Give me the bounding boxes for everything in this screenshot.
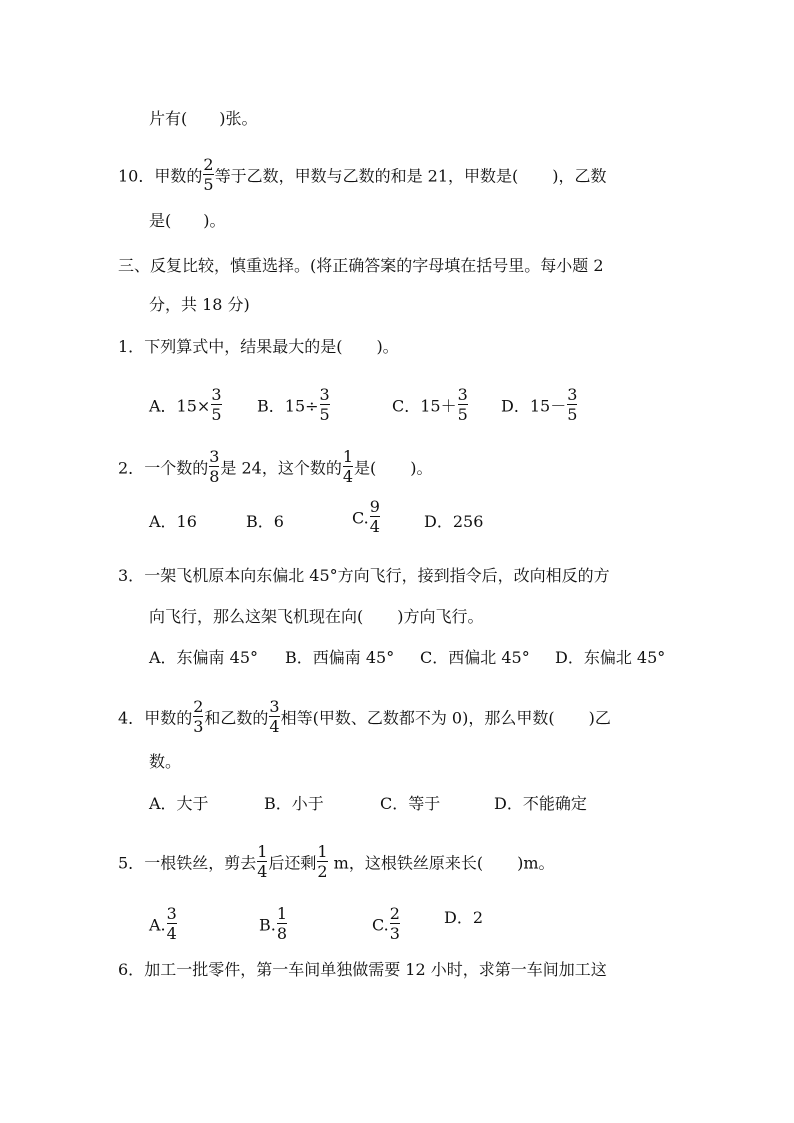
fraction-denominator: 3 [389, 924, 400, 943]
q1-option-c[interactable] [392, 385, 469, 426]
q5-option-a-text: A. [149, 915, 166, 935]
q2-number: 2． [118, 458, 145, 478]
fraction-numerator: 1 [276, 904, 288, 923]
q3-stem-line2 [149, 607, 484, 627]
q10-text-4: 是( [149, 211, 172, 230]
q3-text-1: 一架飞机原本向东偏北 45°方向飞行，接到指令后，改向相反的方 [144, 566, 610, 585]
q10-number: 10． [118, 166, 155, 186]
fraction-denominator: 8 [209, 467, 220, 486]
q1-text-b: )。 [376, 337, 399, 356]
q5-option-a-fraction [167, 905, 177, 943]
q4-stem-line2: 数。 [149, 752, 182, 771]
q3-stem-line1 [118, 566, 610, 586]
q5-option-a[interactable] [149, 904, 178, 945]
q1-text-a: 下列算式中，结果最大的是( [144, 337, 343, 356]
q2-fraction-3-8 [209, 448, 219, 486]
q5-stem [118, 842, 555, 883]
fraction-denominator: 5 [457, 405, 468, 424]
fraction-numerator: 2 [193, 697, 204, 716]
q1-option-a[interactable] [149, 385, 223, 426]
fraction-numerator: 3 [457, 385, 468, 404]
q1-number: 1． [118, 337, 145, 356]
fraction-denominator: 4 [166, 924, 177, 943]
q10-text-5: )。 [203, 211, 226, 230]
q5-fraction-1-2 [317, 843, 327, 881]
fraction-numerator: 3 [567, 385, 578, 404]
q4-option-d[interactable]: D．不能确定 [494, 794, 587, 813]
q1-stem [118, 337, 399, 357]
fraction-denominator: 5 [319, 405, 330, 424]
q2-option-a[interactable]: A．16 [149, 512, 197, 531]
q1-option-b[interactable] [257, 385, 331, 426]
q3-option-a[interactable]: A．东偏南 45° [149, 648, 259, 667]
q5-fraction-1-4 [257, 843, 267, 881]
q9-tail-line [149, 109, 258, 129]
q4-text-4: )乙 [588, 708, 611, 728]
q5-text-1: 一根铁丝，剪去 [144, 853, 257, 873]
q4-option-b[interactable]: B．小于 [264, 794, 324, 813]
q5-text-2: 后还剩 [268, 853, 317, 873]
q10-line1 [118, 155, 607, 196]
q1-option-a-text: A．15× [149, 396, 211, 416]
q2-text-4: )。 [410, 458, 433, 478]
q1-option-d-fraction [567, 386, 577, 424]
q2-text-1: 一个数的 [144, 458, 209, 478]
q5-option-d[interactable]: D．2 [444, 908, 484, 927]
fraction-denominator: 5 [211, 405, 222, 424]
q3-text-2b: )方向飞行。 [397, 607, 484, 626]
q4-number: 4． [118, 708, 145, 728]
q4-text-3: 相等(甲数、乙数都不为 0)，那么甲数( [280, 708, 555, 728]
q10-line2 [149, 211, 226, 231]
q4-text-1: 甲数的 [144, 708, 193, 728]
fraction-denominator: 4 [269, 717, 280, 736]
q2-option-d[interactable]: D．256 [424, 512, 484, 531]
q3-text-2a: 向飞行，那么这架飞机现在向( [149, 607, 364, 626]
q6-text-1: 加工一批零件，第一车间单独做需要 12 小时，求第一车间加工这 [144, 960, 607, 979]
q5-option-c-text: C. [372, 915, 389, 935]
fraction-numerator: 1 [257, 842, 268, 861]
q3-option-d[interactable]: D．东偏北 45° [555, 648, 666, 667]
fraction-numerator: 3 [209, 447, 220, 466]
q5-number: 5． [118, 853, 145, 873]
q6-stem-line1 [118, 960, 607, 980]
q3-option-c[interactable]: C．西偏北 45° [420, 648, 530, 667]
section3-heading-line1: 三、反复比较，慎重选择。(将正确答案的字母填在括号里。每小题 2 [118, 256, 604, 275]
q4-text-2: 和乙数的 [204, 708, 269, 728]
q5-option-c-fraction [390, 905, 400, 943]
q10-text-3: )，乙数 [552, 166, 607, 186]
fraction-numerator: 3 [166, 904, 177, 923]
fraction-denominator: 4 [342, 467, 354, 486]
fraction-numerator: 3 [269, 697, 280, 716]
fraction-denominator: 5 [203, 175, 214, 194]
section3-heading-line2: 分，共 18 分) [149, 295, 250, 314]
q2-fraction-1-4 [343, 448, 353, 486]
fraction-denominator: 4 [257, 862, 268, 881]
q4-option-c[interactable]: C．等于 [380, 794, 441, 813]
q10-text-1: 甲数的 [154, 166, 203, 186]
fraction-numerator: 2 [203, 155, 214, 174]
q6-number: 6． [118, 960, 145, 979]
fraction-denominator: 3 [193, 717, 204, 736]
q2-text-3: 是( [354, 458, 377, 478]
fraction-numerator: 1 [317, 842, 328, 861]
q1-option-b-fraction [320, 386, 330, 424]
fraction-numerator: 3 [319, 385, 330, 404]
q4-option-a[interactable]: A．大于 [149, 794, 209, 813]
q5-text-4: )m。 [517, 853, 555, 873]
q1-option-c-text: C．15＋ [392, 396, 457, 416]
fraction-numerator: 2 [389, 904, 400, 923]
q5-option-b[interactable] [259, 904, 288, 945]
q4-fraction-3-4 [269, 698, 279, 736]
fraction-denominator: 4 [369, 517, 380, 536]
fraction-denominator: 8 [276, 924, 288, 943]
fraction-numerator: 1 [342, 447, 354, 466]
q3-option-b[interactable]: B．西偏南 45° [285, 648, 395, 667]
q3-number: 3． [118, 566, 145, 585]
q2-option-c-text: C. [352, 508, 369, 528]
q1-option-a-fraction [211, 386, 221, 424]
q9-tail-text-b: )张。 [219, 109, 258, 128]
q2-option-c[interactable] [352, 497, 381, 538]
q2-text-2: 是 24，这个数的 [220, 458, 342, 478]
q10-text-2: 等于乙数，甲数与乙数的和是 21，甲数是( [214, 166, 519, 186]
q1-option-b-text: B．15÷ [257, 396, 319, 416]
q4-fraction-2-3 [193, 698, 203, 736]
q9-tail-text-a: 片有( [149, 109, 188, 128]
q1-option-d-text: D．15－ [501, 396, 567, 416]
q4-stem-line1 [118, 697, 611, 738]
fraction-numerator: 9 [369, 497, 380, 516]
q1-option-d[interactable] [501, 385, 578, 426]
q2-option-c-fraction [370, 498, 380, 536]
q10-fraction-2-5 [203, 156, 213, 194]
fraction-denominator: 2 [317, 862, 328, 881]
q1-option-c-fraction [458, 386, 468, 424]
q5-option-b-fraction [277, 905, 287, 943]
fraction-numerator: 3 [211, 385, 222, 404]
q5-text-3: m，这根铁丝原来长( [328, 853, 484, 873]
q5-option-b-text: B. [259, 915, 276, 935]
q2-option-b[interactable]: B．6 [246, 512, 284, 531]
q5-option-c[interactable] [372, 904, 401, 945]
fraction-denominator: 5 [567, 405, 578, 424]
q2-stem [118, 447, 433, 488]
